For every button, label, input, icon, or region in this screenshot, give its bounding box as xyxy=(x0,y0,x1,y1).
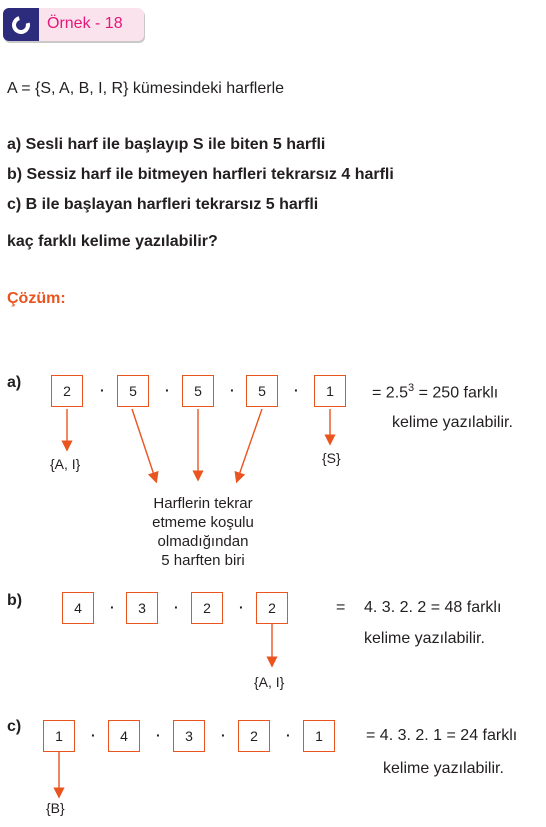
note-text: Harflerin tekrar etmeme koşulu olmadığından 5 harften biri xyxy=(152,495,254,569)
question-item-c: c) B ile başlayan harfleri tekrarsız 5 harfli xyxy=(7,196,319,213)
slot-box: 2 xyxy=(191,592,223,624)
part-c-label: c) xyxy=(7,718,22,735)
set-last-a: {S} xyxy=(322,450,341,466)
part-c-result-line2: kelime yazılabilir. xyxy=(383,760,504,777)
part-a-label: a) xyxy=(7,374,22,391)
set-first-a: {A, I} xyxy=(50,456,81,472)
multiply-dot: · xyxy=(230,382,235,398)
question-intro: A = {S, A, B, I, R} kümesindeki harflerle xyxy=(7,80,285,97)
multiply-dot: · xyxy=(156,727,161,743)
part-a-result: = $2.5^3 = 250$ farklı xyxy=(372,382,499,402)
slot-box: 5 xyxy=(246,375,278,407)
example-title: Örnek - 18 xyxy=(47,15,123,32)
part-a-result-line2: kelime yazılabilir. xyxy=(392,414,513,431)
multiply-dot: · xyxy=(221,727,226,743)
slot-box: 2 xyxy=(256,592,288,624)
slot-box: 2 xyxy=(51,375,83,407)
multiply-dot: · xyxy=(165,382,170,398)
part-b-result-line2: kelime yazılabilir. xyxy=(364,630,485,647)
solution-title: Çözüm: xyxy=(7,290,66,307)
multiply-dot: · xyxy=(100,382,105,398)
slot-box: 3 xyxy=(126,592,158,624)
slot-box: 1 xyxy=(303,720,335,752)
slot-box: 4 xyxy=(108,720,140,752)
multiply-dot: · xyxy=(239,599,244,615)
arrow-a4 xyxy=(238,409,262,478)
part-b-label: b) xyxy=(7,592,23,609)
set-first-c: {B} xyxy=(46,800,65,816)
multiply-dot: · xyxy=(174,599,179,615)
slot-box: 2 xyxy=(238,720,270,752)
part-c-result: = 4. 3. 2. 1 = 24 farklı xyxy=(366,727,518,744)
slot-box: 4 xyxy=(62,592,94,624)
question-item-b: b) Sessiz harf ile bitmeyen harfleri tekrarsız 4 harfli xyxy=(7,166,394,183)
slot-box: 5 xyxy=(117,375,149,407)
question-item-a: a) Sesli harf ile başlayıp S ile biten 5 harfli xyxy=(7,136,326,153)
multiply-dot: · xyxy=(91,727,96,743)
part-b-result: 4. 3. 2. 2 = 48 farklı xyxy=(364,599,502,616)
slot-box: 1 xyxy=(314,375,346,407)
set-last-b: {A, I} xyxy=(254,674,285,690)
arrow-a2 xyxy=(132,409,155,478)
part-b-equals: = xyxy=(336,599,346,616)
multiply-dot: · xyxy=(110,599,115,615)
multiply-dot: · xyxy=(294,382,299,398)
slot-box: 5 xyxy=(182,375,214,407)
slot-box: 3 xyxy=(173,720,205,752)
slot-box: 1 xyxy=(43,720,75,752)
question-ask: kaç farklı kelime yazılabilir? xyxy=(7,233,218,250)
multiply-dot: · xyxy=(286,727,291,743)
